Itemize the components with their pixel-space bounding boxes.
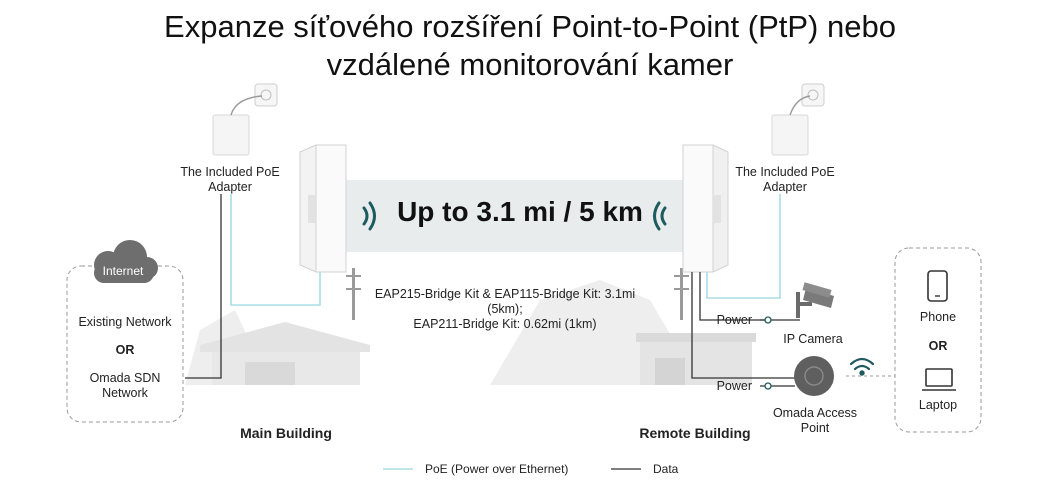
wifi-icon — [851, 359, 873, 375]
access-point-line-1: Omada Access — [772, 406, 858, 420]
range-note-line-2: EAP211-Bridge Kit: 0.62mi (1km) — [413, 317, 597, 331]
title-line-2: vzdálené monitorování kamer — [326, 47, 734, 82]
right-mast-icon — [674, 268, 689, 320]
phone-icon — [928, 271, 947, 301]
title-line-1: Expanze síťového rozšíření Point-to-Point (PtP) nebo — [164, 9, 896, 44]
legend-poe-label: PoE (Power over Ethernet) — [425, 462, 569, 476]
remote-building-label: Remote Building — [639, 425, 751, 441]
existing-network-label: Existing Network — [78, 315, 172, 329]
range-banner-text: Up to 3.1 mi / 5 km — [397, 196, 643, 227]
left-poe-adapter-icon — [213, 84, 277, 155]
ip-camera-icon — [796, 282, 834, 318]
laptop-label: Laptop — [918, 398, 958, 412]
access-point-icon — [794, 356, 834, 396]
left-eap-device-icon — [300, 145, 346, 272]
omada-sdn-line-2: Network — [102, 386, 148, 400]
remote-building-icon — [636, 333, 756, 385]
right-poe-adapter-label — [730, 165, 840, 195]
power-label-1: Power — [716, 313, 752, 327]
access-point-line-2: Point — [800, 421, 830, 435]
omada-sdn-line-1: Omada SDN — [89, 371, 161, 385]
left-poe-adapter-label — [175, 165, 285, 195]
omada-sdn-label — [67, 371, 183, 401]
network-or-label: OR — [115, 343, 135, 357]
ip-camera-label: IP Camera — [783, 332, 843, 346]
right-poe-adapter-line-1: The Included PoE — [735, 165, 835, 179]
left-poe-adapter-line-2: Adapter — [208, 180, 252, 194]
client-or-label: OR — [928, 339, 948, 353]
right-poe-adapter-line-2: Adapter — [763, 180, 807, 194]
access-point-label — [760, 406, 870, 436]
left-poe-adapter-line-1: The Included PoE — [180, 165, 280, 179]
legend-data-label: Data — [653, 462, 679, 476]
internet-label: Internet — [102, 264, 144, 278]
right-poe-adapter-icon — [772, 84, 824, 155]
laptop-icon — [922, 369, 956, 390]
power-label-2: Power — [716, 379, 752, 393]
range-note — [356, 287, 654, 332]
phone-label: Phone — [919, 310, 957, 324]
range-note-line-1: EAP215-Bridge Kit & EAP115-Bridge Kit: 3.1mi (5km); — [374, 287, 636, 316]
main-building-label: Main Building — [240, 425, 332, 441]
right-eap-device-icon — [683, 145, 728, 272]
